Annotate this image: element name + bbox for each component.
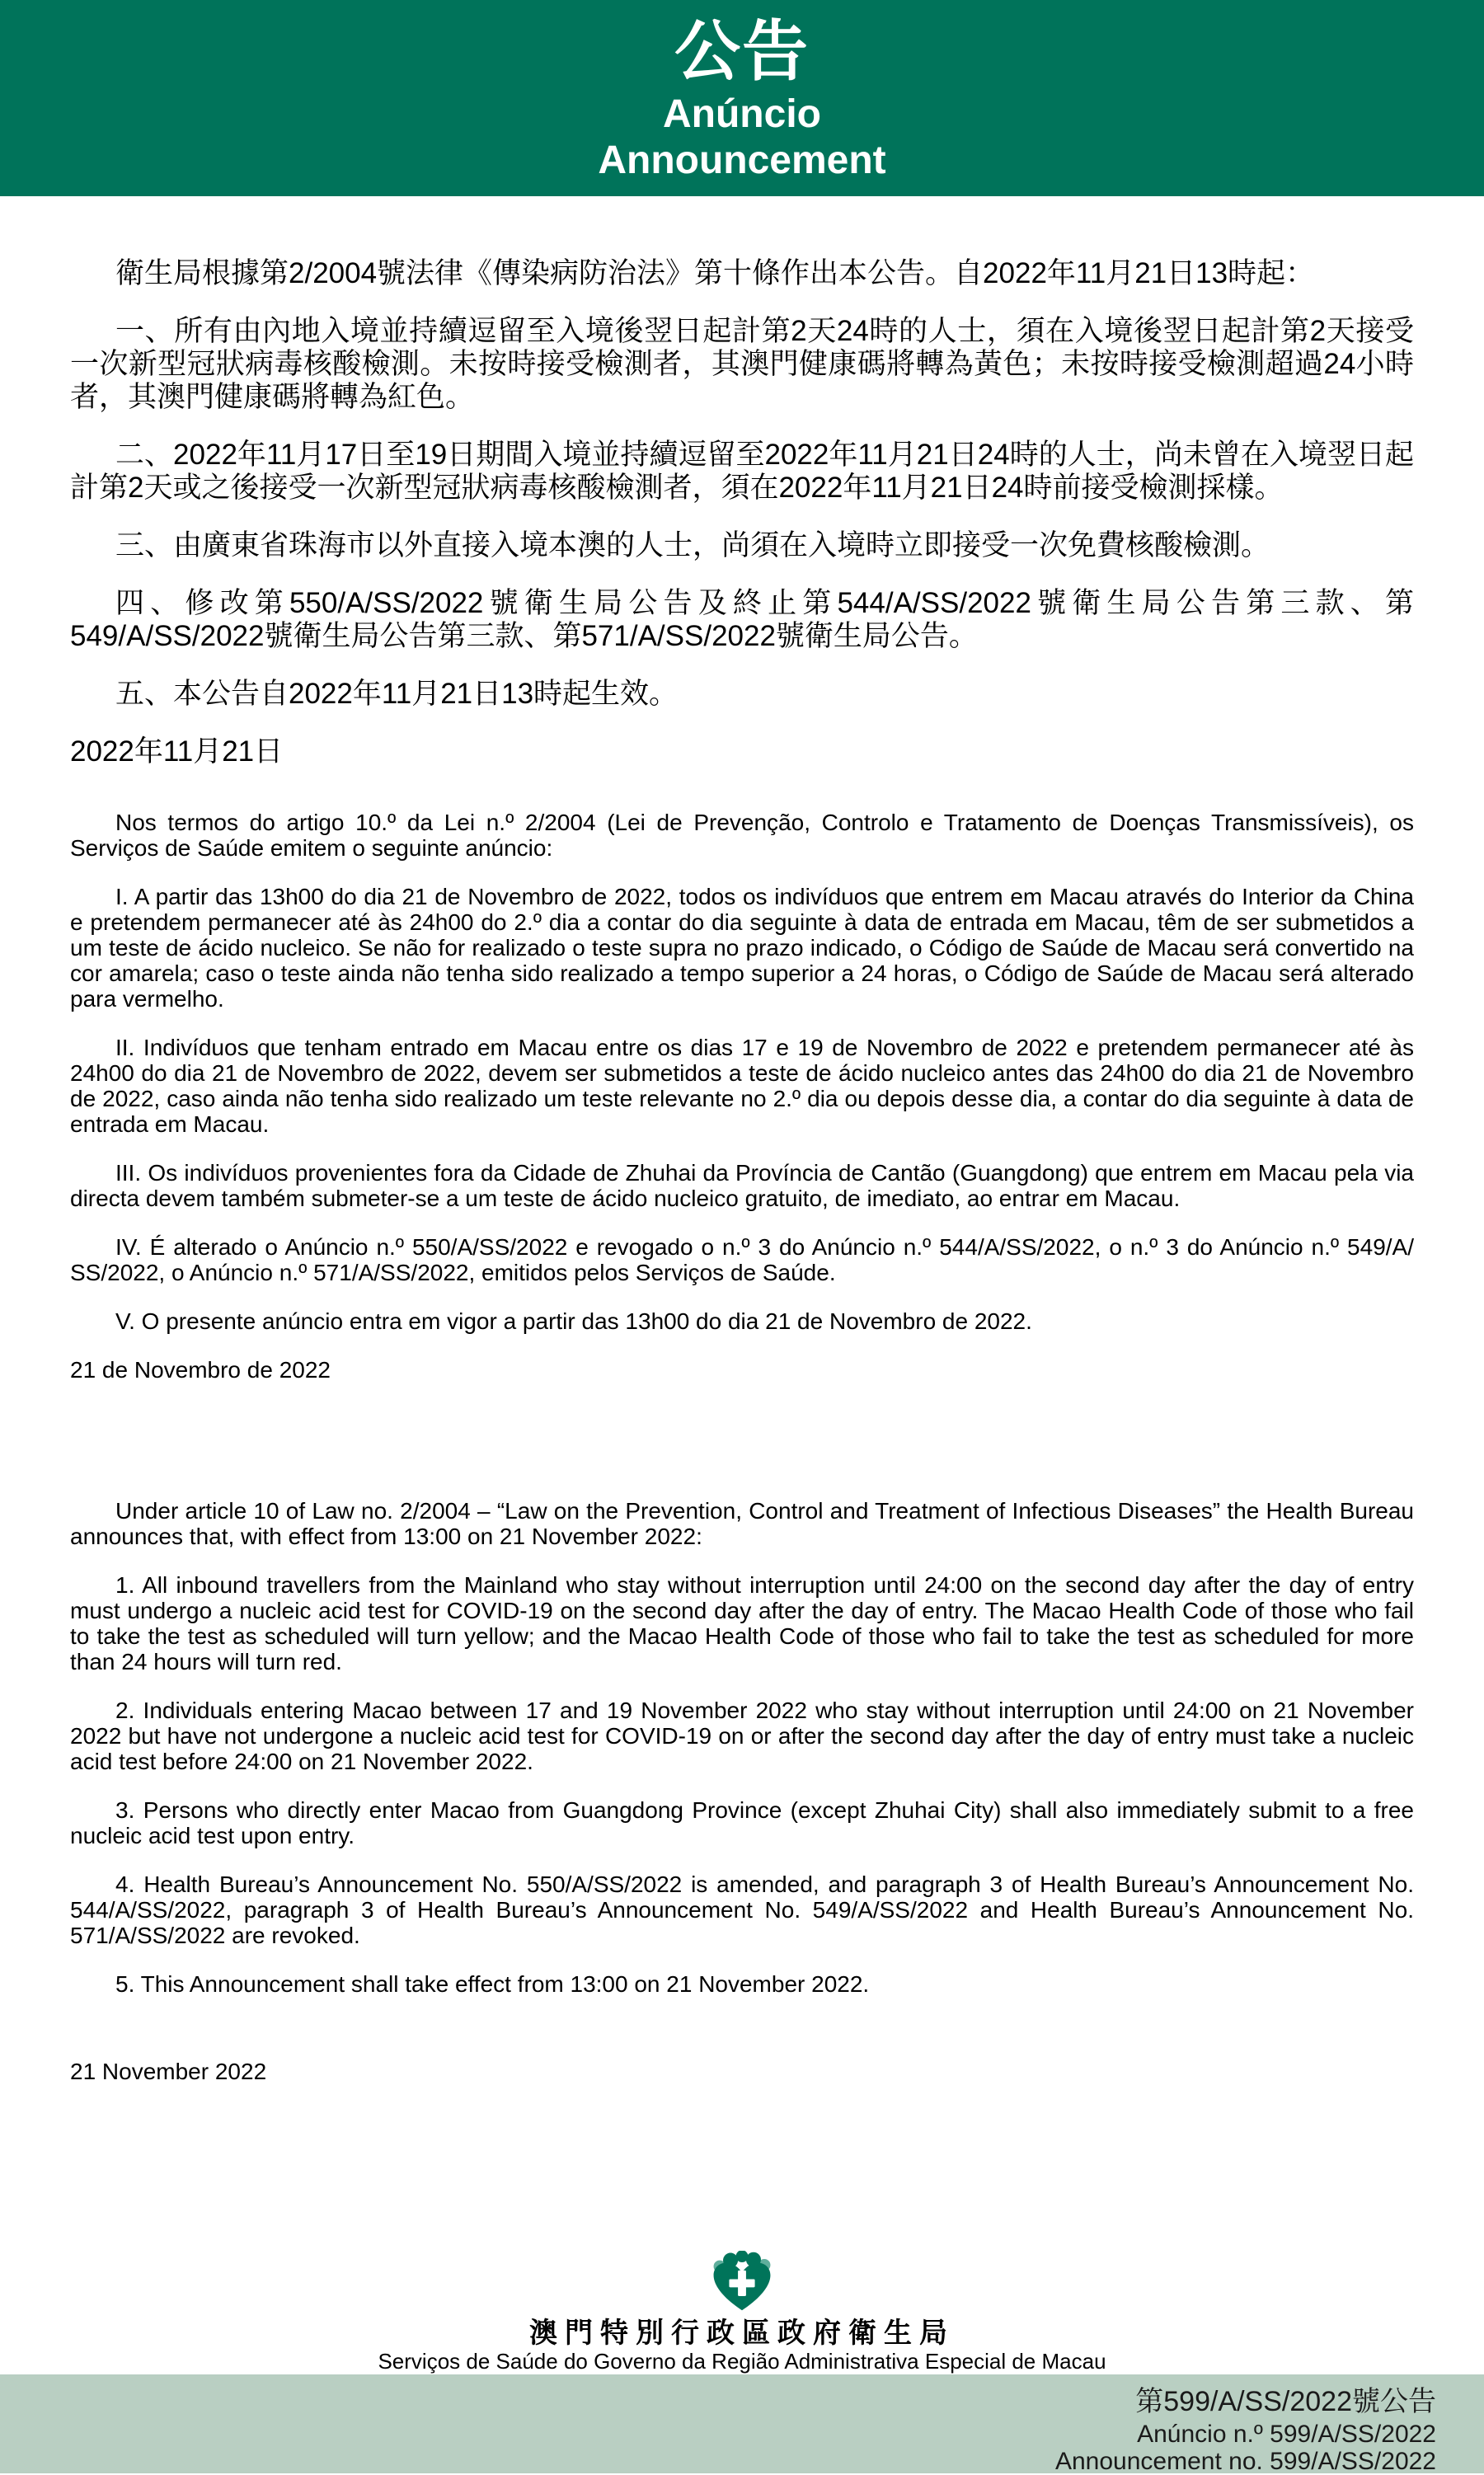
pt-date: 21 de Novembro de 2022 <box>70 1357 331 1383</box>
pt-clause-3: III. Os indivíduos provenientes fora da Cidade de Zhuhai da Província de Cantão (Guangdong) que entrem em Macau pela via directa devem também submeter-se a um teste de ácido nucleico gratuito, de imediato, ao entrar em Macau. <box>70 1160 1414 1211</box>
zh-clause-3: 三、由廣東省珠海市以外直接入境本澳的人士，尚須在入境時立即接受一次免費核酸檢測。 <box>115 529 1270 561</box>
en-intro-paragraph: Under article 10 of Law no. 2/2004 – “Law on the Prevention, Control and Treatment of Infectious Diseases” the Health Bureau announces that, with effect from 13:00 on 21 November 2022: <box>70 1498 1414 1549</box>
page-title-pt: Anúncio <box>663 92 821 136</box>
reference-number-zh: 第599/A/SS/2022號公告 <box>1135 2386 1436 2417</box>
reference-number-en: Announcement no. 599/A/SS/2022 <box>1054 2448 1436 2475</box>
zh-clause-5: 五、本公告自2022年11月21日13時起生效。 <box>115 678 679 710</box>
zh-date: 2022年11月21日 <box>70 735 284 768</box>
en-date: 21 November 2022 <box>70 2059 267 2084</box>
reference-number-bar <box>0 2374 1484 2473</box>
zh-intro-paragraph: 衛生局根據第2/2004號法律《傳染病防治法》第十條作出本公告。自2022年11月21日13時起： <box>115 257 1315 289</box>
footer-organisation <box>0 2251 1484 2374</box>
section-portuguese <box>70 810 1414 1383</box>
pt-clause-2: II. Indivíduos que tenham entrado em Macau entre os dias 17 e 19 de Novembro de 2022 e pretendem permanecer até às 24h00 do dia 21 de Novembro de 2022, devem ser submetidos a teste de ácido nucleico antes das 24h00 do dia 21 de Novembro de 2022, caso ainda não tenha sido realizado um teste relevante no 2.º dia ou depois desse dia, a contar do dia seguinte à data de entrada em Macau. <box>70 1035 1414 1137</box>
document-body <box>0 196 1484 2084</box>
pt-clause-5: V. O presente anúncio entra em vigor a partir das 13h00 do dia 21 de Novembro de 2022. <box>115 1308 1032 1334</box>
en-clause-4: 4. Health Bureau’s Announcement No. 550/A/SS/2022 is amended, and paragraph 3 of Health Bureau’s Announcement No. 544/A/SS/2022, paragraph 3 of Health Bureau’s Announcement No. 549/A/SS/2022 and Health Bureau’s Announcement No. 571/A/SS/2022 are revoked. <box>70 1872 1414 1948</box>
zh-clause-1: 一、所有由內地入境並持續逗留至入境後翌日起計第2天24時的人士，須在入境後翌日起計第2天接受一次新型冠狀病毒核酸檢測。未按時接受檢測者，其澳門健康碼將轉為黃色；未按時接受檢測超過24小時者，其澳門健康碼將轉為紅色。 <box>70 315 1414 413</box>
en-clause-1: 1. All inbound travellers from the Mainland who stay without interruption until 24:00 on the second day after the day of entry must undergo a nucleic acid test for COVID-19 on the second day after the day of entry. The Macao Health Code of those who fail to take the test as scheduled will turn yellow; and the Macao Health Code of those who fail to take the test as scheduled for more than 24 hours will turn red. <box>70 1572 1414 1674</box>
zh-clause-4: 四、修改第550/A/SS/2022號衛生局公告及終止第544/A/SS/2022號衛生局公告第三款、第549/A/SS/2022號衛生局公告第三款、第571/A/SS/2022號衛生局公告。 <box>70 587 1414 652</box>
header-banner <box>0 0 1484 196</box>
en-clause-3: 3. Persons who directly enter Macao from Guangdong Province (except Zhuhai City) shall also immediately submit to a free nucleic acid test upon entry. <box>70 1797 1414 1848</box>
health-bureau-logo-icon <box>708 2251 776 2312</box>
page-title-zh: 公告 <box>674 15 810 88</box>
org-name-pt: Serviços de Saúde do Governo da Região Administrativa Especial de Macau <box>378 2349 1106 2374</box>
en-clause-2: 2. Individuals entering Macao between 17 and 19 November 2022 who stay without interruption until 24:00 on 21 November 2022 but have not undergone a nucleic acid test for COVID-19 on or after the second day after the day of entry must take a nucleic acid test before 24:00 on 21 November 2022. <box>70 1698 1414 1774</box>
section-english <box>70 1498 1414 2084</box>
pt-clause-1: I. A partir das 13h00 do dia 21 de Novembro de 2022, todos os indivíduos que entrem em Macau através do Interior da China e pretendem permanecer até às 24h00 do 2.º dia a contar do dia seguinte à data de entrada em Macau, têm de ser submetidos a um teste de ácido nucleico. Se não for realizado o teste supra no prazo indicado, o Código de Saúde de Macau será convertido na cor amarela; caso o teste ainda não tenha sido realizado a tempo superior a 24 horas, o Código de Saúde de Macau será alterado para vermelho. <box>70 884 1414 1012</box>
reference-number-pt: Anúncio n.º 599/A/SS/2022 <box>1137 2421 1436 2448</box>
pt-intro-paragraph: Nos termos do artigo 10.º da Lei n.º 2/2004 (Lei de Prevenção, Controlo e Tratamento de Doenças Transmissíveis), os Serviços de Saúde emitem o seguinte anúncio: <box>70 810 1414 861</box>
section-chinese <box>70 257 1414 768</box>
en-clause-5: 5. This Announcement shall take effect from 13:00 on 21 November 2022. <box>115 1971 870 1997</box>
org-name-zh: 澳門特別行政區政府衛生局 <box>529 2318 955 2349</box>
pt-clause-4: IV. É alterado o Anúncio n.º 550/A/SS/2022 e revogado o n.º 3 do Anúncio n.º 544/A/SS/2022, o n.º 3 do Anúncio n.º 549/A/ SS/2022, o Anúncio n.º 571/A/SS/2022, emitidos pelos Serviços de Saúde. <box>70 1234 1414 1285</box>
zh-clause-2: 二、2022年11月17日至19日期間入境並持續逗留至2022年11月21日24時的人士，尚未曾在入境翌日起計第2天或之後接受一次新型冠狀病毒核酸檢測者，須在2022年11月21日24時前接受檢測採樣。 <box>70 439 1414 504</box>
page-title-en: Announcement <box>598 139 886 182</box>
